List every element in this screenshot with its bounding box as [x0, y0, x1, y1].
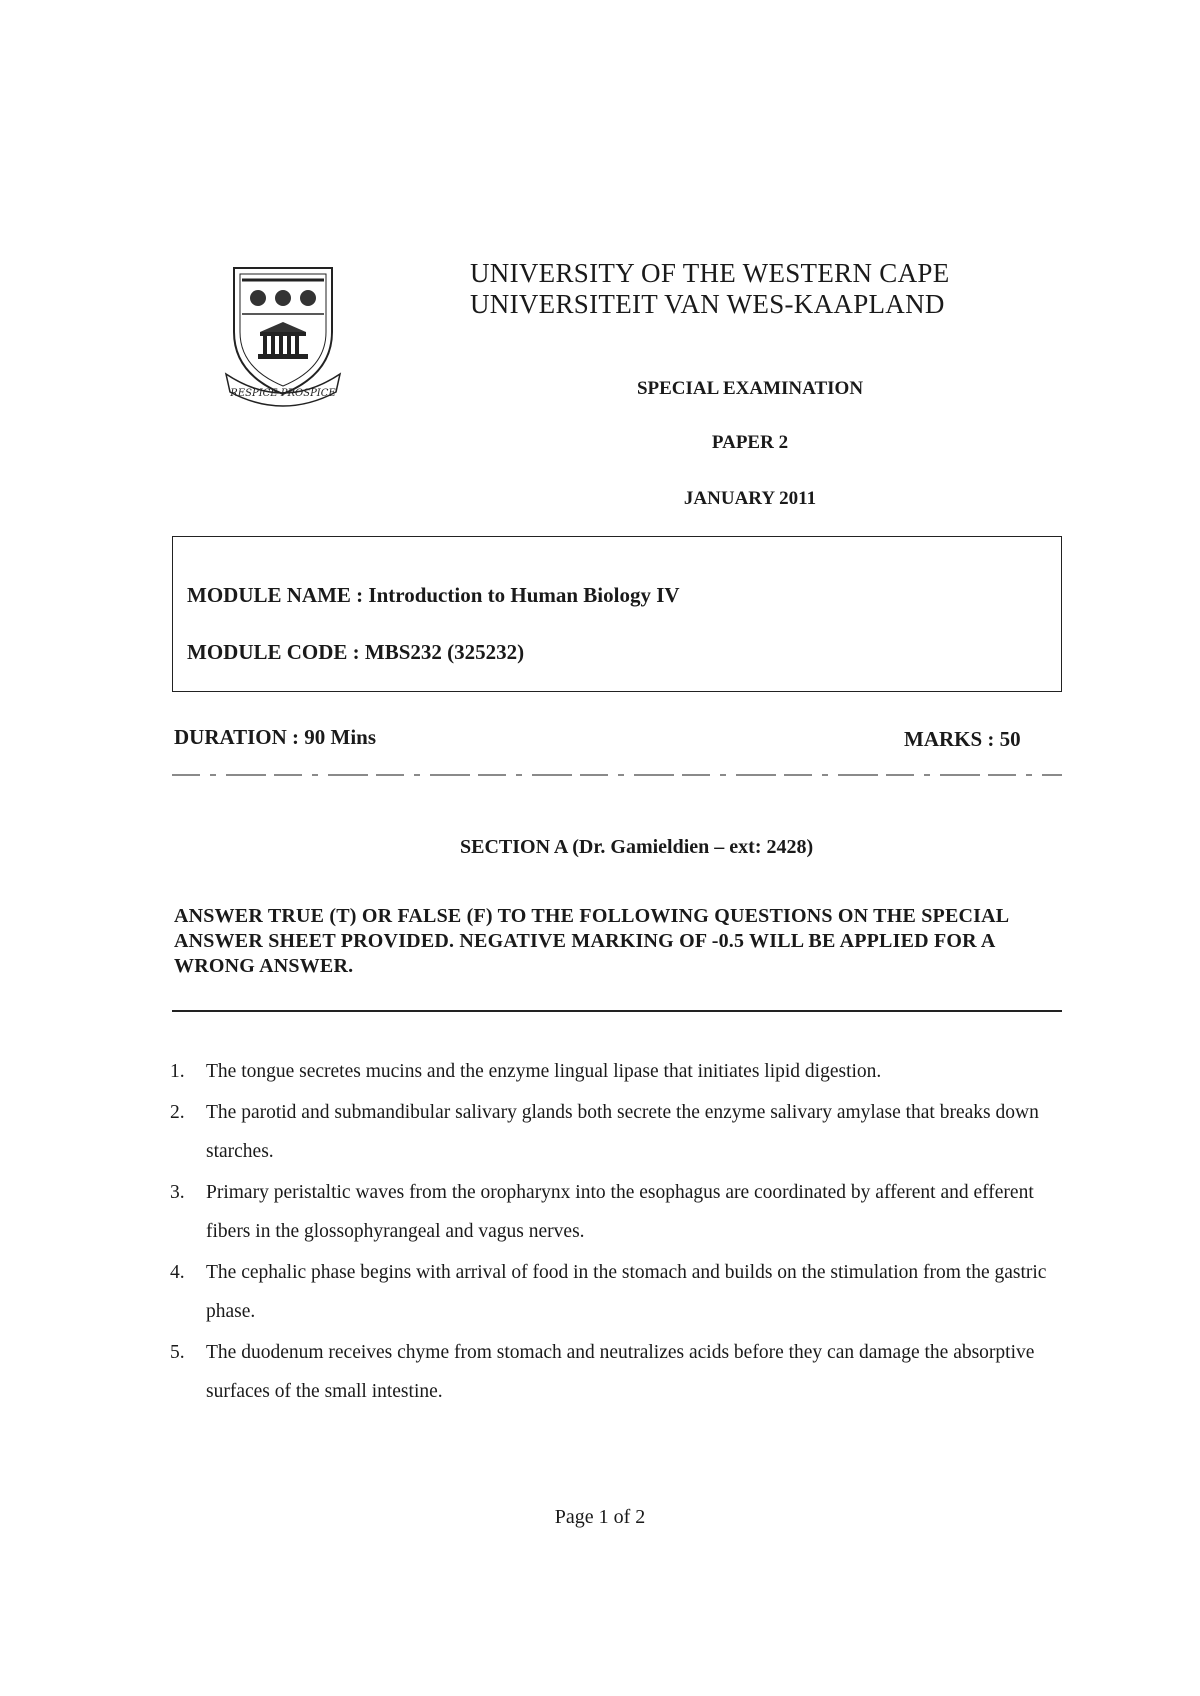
question-item: [170, 1253, 1070, 1331]
university-name: [470, 258, 950, 320]
question-item: [170, 1333, 1070, 1411]
question-item: [170, 1052, 1070, 1091]
exam-date: JANUARY 2011: [683, 488, 817, 509]
question-number: 4.: [170, 1262, 185, 1283]
university-crest-logo: [222, 262, 344, 412]
exam-duration: DURATION : 90 Mins: [174, 725, 377, 749]
question-number: 5.: [170, 1342, 185, 1363]
question-item: [170, 1093, 1070, 1171]
question-number: 3.: [170, 1182, 185, 1203]
question-number: 2.: [170, 1102, 185, 1123]
question-text: The cephalic phase begins with arrival of food in the stomach and builds on the stimulation from the gastric phase.: [206, 1262, 1047, 1322]
question-text: The parotid and submandibular salivary glands both secrete the enzyme salivary amylase that breaks down starches.: [206, 1102, 1039, 1162]
page-number: Page 1 of 2: [554, 1506, 646, 1528]
dashed-divider: [172, 774, 1062, 776]
exam-type: SPECIAL EXAMINATION: [636, 378, 864, 399]
university-name-afrikaans: UNIVERSITEIT VAN WES-KAAPLAND: [470, 289, 945, 319]
question-text: Primary peristaltic waves from the oropharynx into the esophagus are coordinated by afferent and efferent fibers in the glossophyrangeal and vagus nerves.: [206, 1182, 1034, 1242]
question-text: The duodenum receives chyme from stomach and neutralizes acids before they can damage the absorptive surfaces of the small intestine.: [206, 1342, 1035, 1402]
question-number: 1.: [170, 1061, 185, 1082]
paper-number: PAPER 2: [711, 432, 789, 453]
crest-icon: [222, 262, 344, 412]
module-info-box: [172, 536, 1062, 692]
university-name-english: UNIVERSITY OF THE WESTERN CAPE: [470, 258, 950, 288]
module-code: MODULE CODE : MBS232 (325232): [187, 640, 525, 664]
svg-text:RESPICE PROSPICE: RESPICE PROSPICE: [230, 388, 336, 399]
module-name: MODULE NAME : Introduction to Human Biology IV: [187, 583, 680, 607]
horizontal-divider: [172, 1010, 1062, 1012]
question-list: [170, 1052, 1070, 1413]
exam-marks: MARKS : 50: [904, 727, 1021, 751]
section-instructions: ANSWER TRUE (T) OR FALSE (F) TO THE FOLLOWING QUESTIONS ON THE SPECIAL ANSWER SHEET PROVIDED. NEGATIVE MARKING OF -0.5 WILL BE APPLIED FOR A WRONG ANSWER.: [174, 905, 1009, 977]
section-title: SECTION A (Dr. Gamieldien – ext: 2428): [460, 836, 814, 858]
question-text: The tongue secretes mucins and the enzyme lingual lipase that initiates lipid digestion.: [206, 1061, 882, 1082]
question-item: [170, 1173, 1070, 1251]
